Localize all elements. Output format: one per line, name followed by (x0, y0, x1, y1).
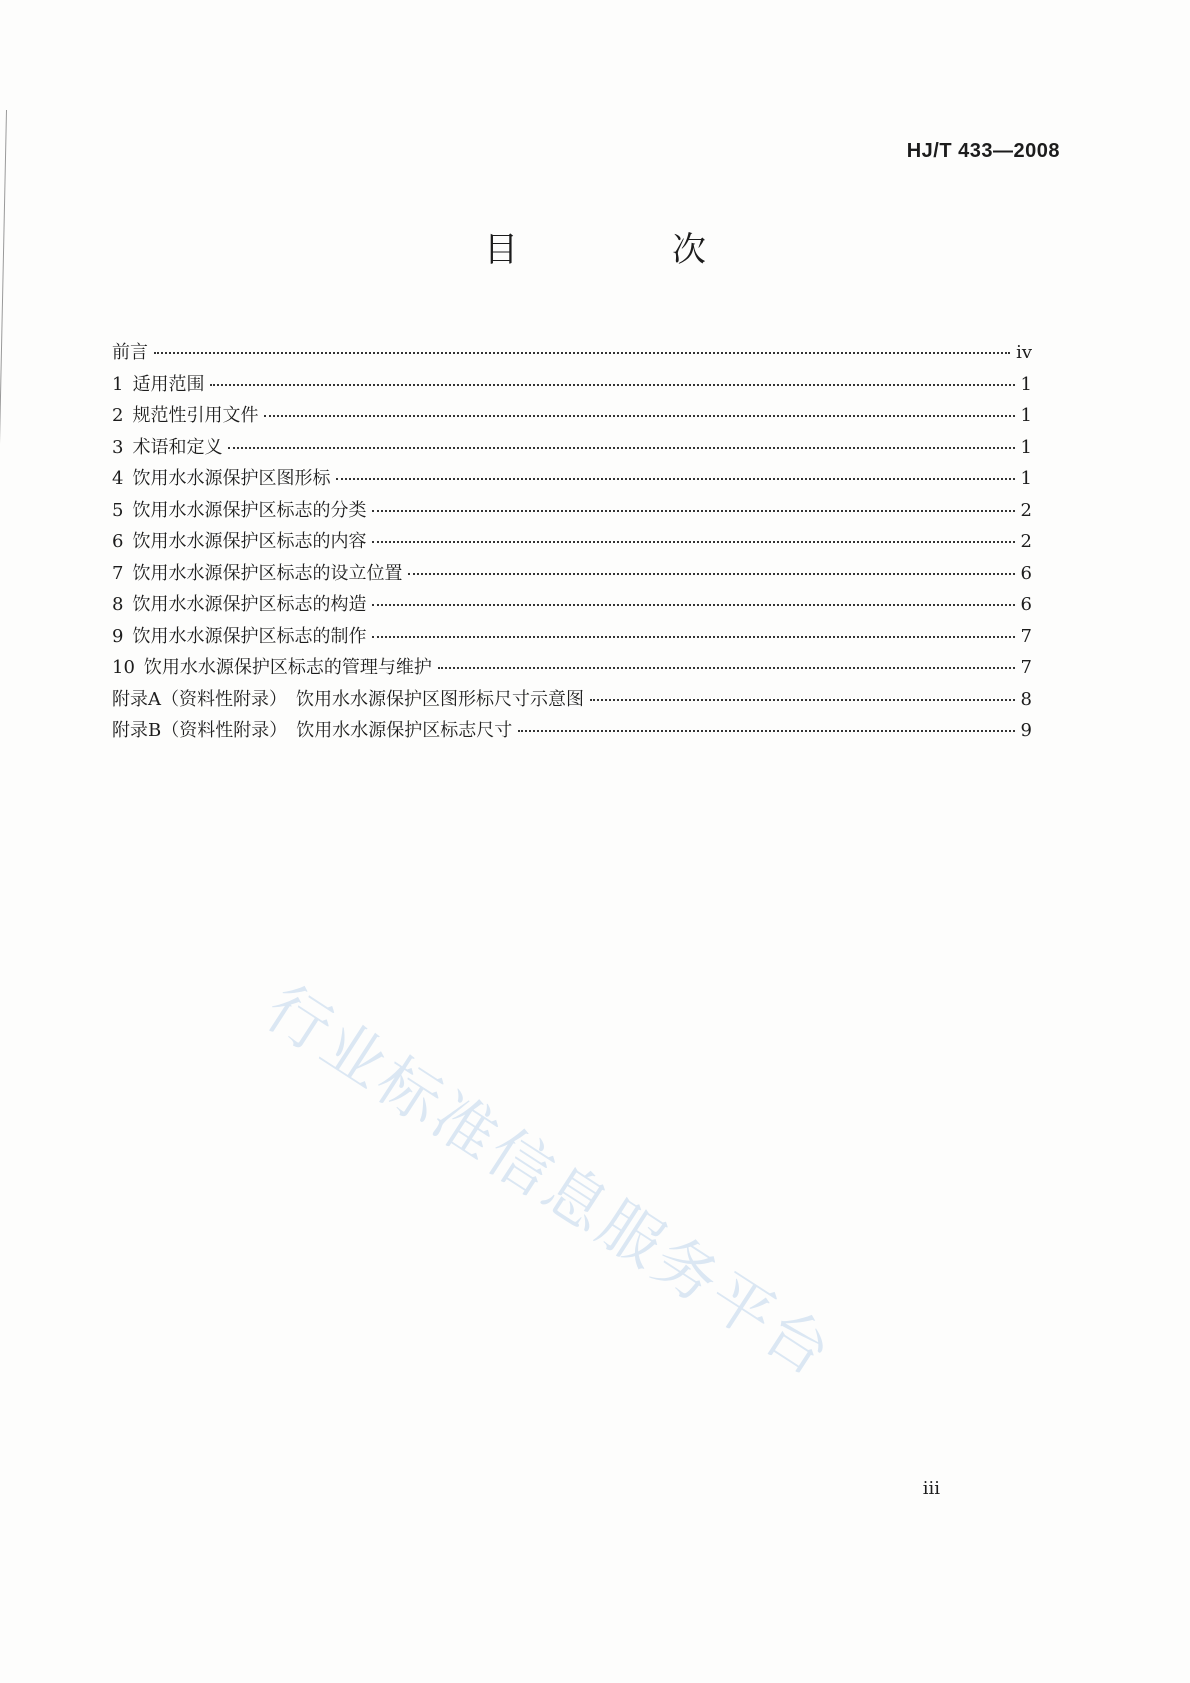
toc-entry-number: 5 (112, 499, 124, 521)
toc-entry-appendix-a[interactable] (112, 685, 1032, 717)
toc-entry-label: 饮用水水源保护区标志的制作 (132, 625, 367, 647)
toc-entry-label: 规范性引用文件 (132, 405, 259, 426)
toc-leader-dots (264, 415, 1014, 417)
toc-entry-number: 7 (112, 562, 124, 584)
toc-entry-label: 饮用水水源保护区标志的设立位置 (132, 562, 403, 584)
toc-entry-6[interactable] (112, 527, 1032, 559)
toc-entry-page: 2 (1020, 531, 1032, 552)
toc-entry-label: 饮用水水源保护区标志的分类 (132, 499, 367, 521)
toc-entry-number: 8 (112, 594, 124, 615)
toc-entry-number: 9 (112, 625, 124, 647)
toc-entry-page: 1 (1020, 436, 1032, 458)
toc-entry-label: 附录B（资料性附录） 饮用水水源保护区标志尺寸 (112, 720, 513, 741)
toc-entry-3[interactable] (112, 433, 1032, 465)
toc-entry-page: 1 (1020, 373, 1032, 395)
toc-entry-9[interactable] (112, 622, 1032, 654)
toc-entry-label: 饮用水水源保护区图形标 (132, 468, 331, 489)
toc-entry-2[interactable] (112, 401, 1032, 433)
toc-entry-number: 4 (112, 468, 124, 489)
toc-leader-dots (210, 384, 1014, 386)
watermark-text: 行业标准信息服务平台 (253, 970, 847, 1392)
toc-entry-label: 附录A（资料性附录） 饮用水水源保护区图形标尺寸示意图 (112, 688, 584, 710)
toc-title: 目 次 (484, 230, 766, 270)
toc-leader-dots (154, 352, 1010, 354)
toc-entry-appendix-b[interactable] (112, 716, 1032, 748)
toc-leader-dots (408, 573, 1014, 575)
toc-entry-label: 饮用水水源保护区标志的构造 (132, 594, 367, 615)
toc-entry-page: 6 (1020, 562, 1032, 584)
scan-edge-line (0, 110, 7, 1590)
toc-entry-number: 10 (112, 657, 135, 678)
toc-entry-page: 8 (1020, 688, 1032, 710)
toc-leader-dots (590, 699, 1015, 701)
toc-leader-dots (336, 478, 1014, 480)
toc-entry-label: 前言 (112, 342, 148, 363)
toc-entry-label: 饮用水水源保护区标志的内容 (132, 531, 367, 552)
table-of-contents (112, 338, 1032, 748)
toc-leader-dots (228, 447, 1014, 449)
toc-leader-dots (438, 667, 1015, 669)
toc-entry-1[interactable] (112, 370, 1032, 402)
toc-entry-page: 1 (1020, 405, 1032, 426)
toc-entry-page: 7 (1020, 625, 1032, 647)
toc-entry-page: 6 (1020, 594, 1032, 615)
toc-entry-label: 术语和定义 (132, 436, 223, 458)
toc-leader-dots (518, 730, 1014, 732)
toc-leader-dots (372, 541, 1014, 543)
toc-entry-5[interactable] (112, 496, 1032, 528)
toc-entry-number: 6 (112, 531, 124, 552)
toc-entry-page: 7 (1020, 657, 1032, 678)
toc-leader-dots (372, 604, 1014, 606)
standard-code: HJ/T 433—2008 (906, 140, 1060, 162)
toc-entry-page: iv (1016, 342, 1032, 363)
toc-entry-label: 饮用水水源保护区标志的管理与维护 (143, 657, 432, 678)
toc-entry-10[interactable] (112, 653, 1032, 685)
toc-leader-dots (372, 510, 1014, 512)
toc-entry-preface[interactable] (112, 338, 1032, 370)
toc-entry-label: 适用范围 (132, 373, 205, 395)
toc-entry-page: 1 (1020, 468, 1032, 489)
page-number: iii (922, 1478, 940, 1499)
toc-leader-dots (372, 636, 1014, 638)
toc-entry-number: 1 (112, 373, 124, 395)
toc-entry-page: 2 (1020, 499, 1032, 521)
toc-entry-number: 3 (112, 436, 124, 458)
toc-entry-4[interactable] (112, 464, 1032, 496)
toc-entry-number: 2 (112, 405, 124, 426)
toc-entry-page: 9 (1020, 720, 1032, 741)
toc-entry-7[interactable] (112, 559, 1032, 591)
toc-entry-8[interactable] (112, 590, 1032, 622)
